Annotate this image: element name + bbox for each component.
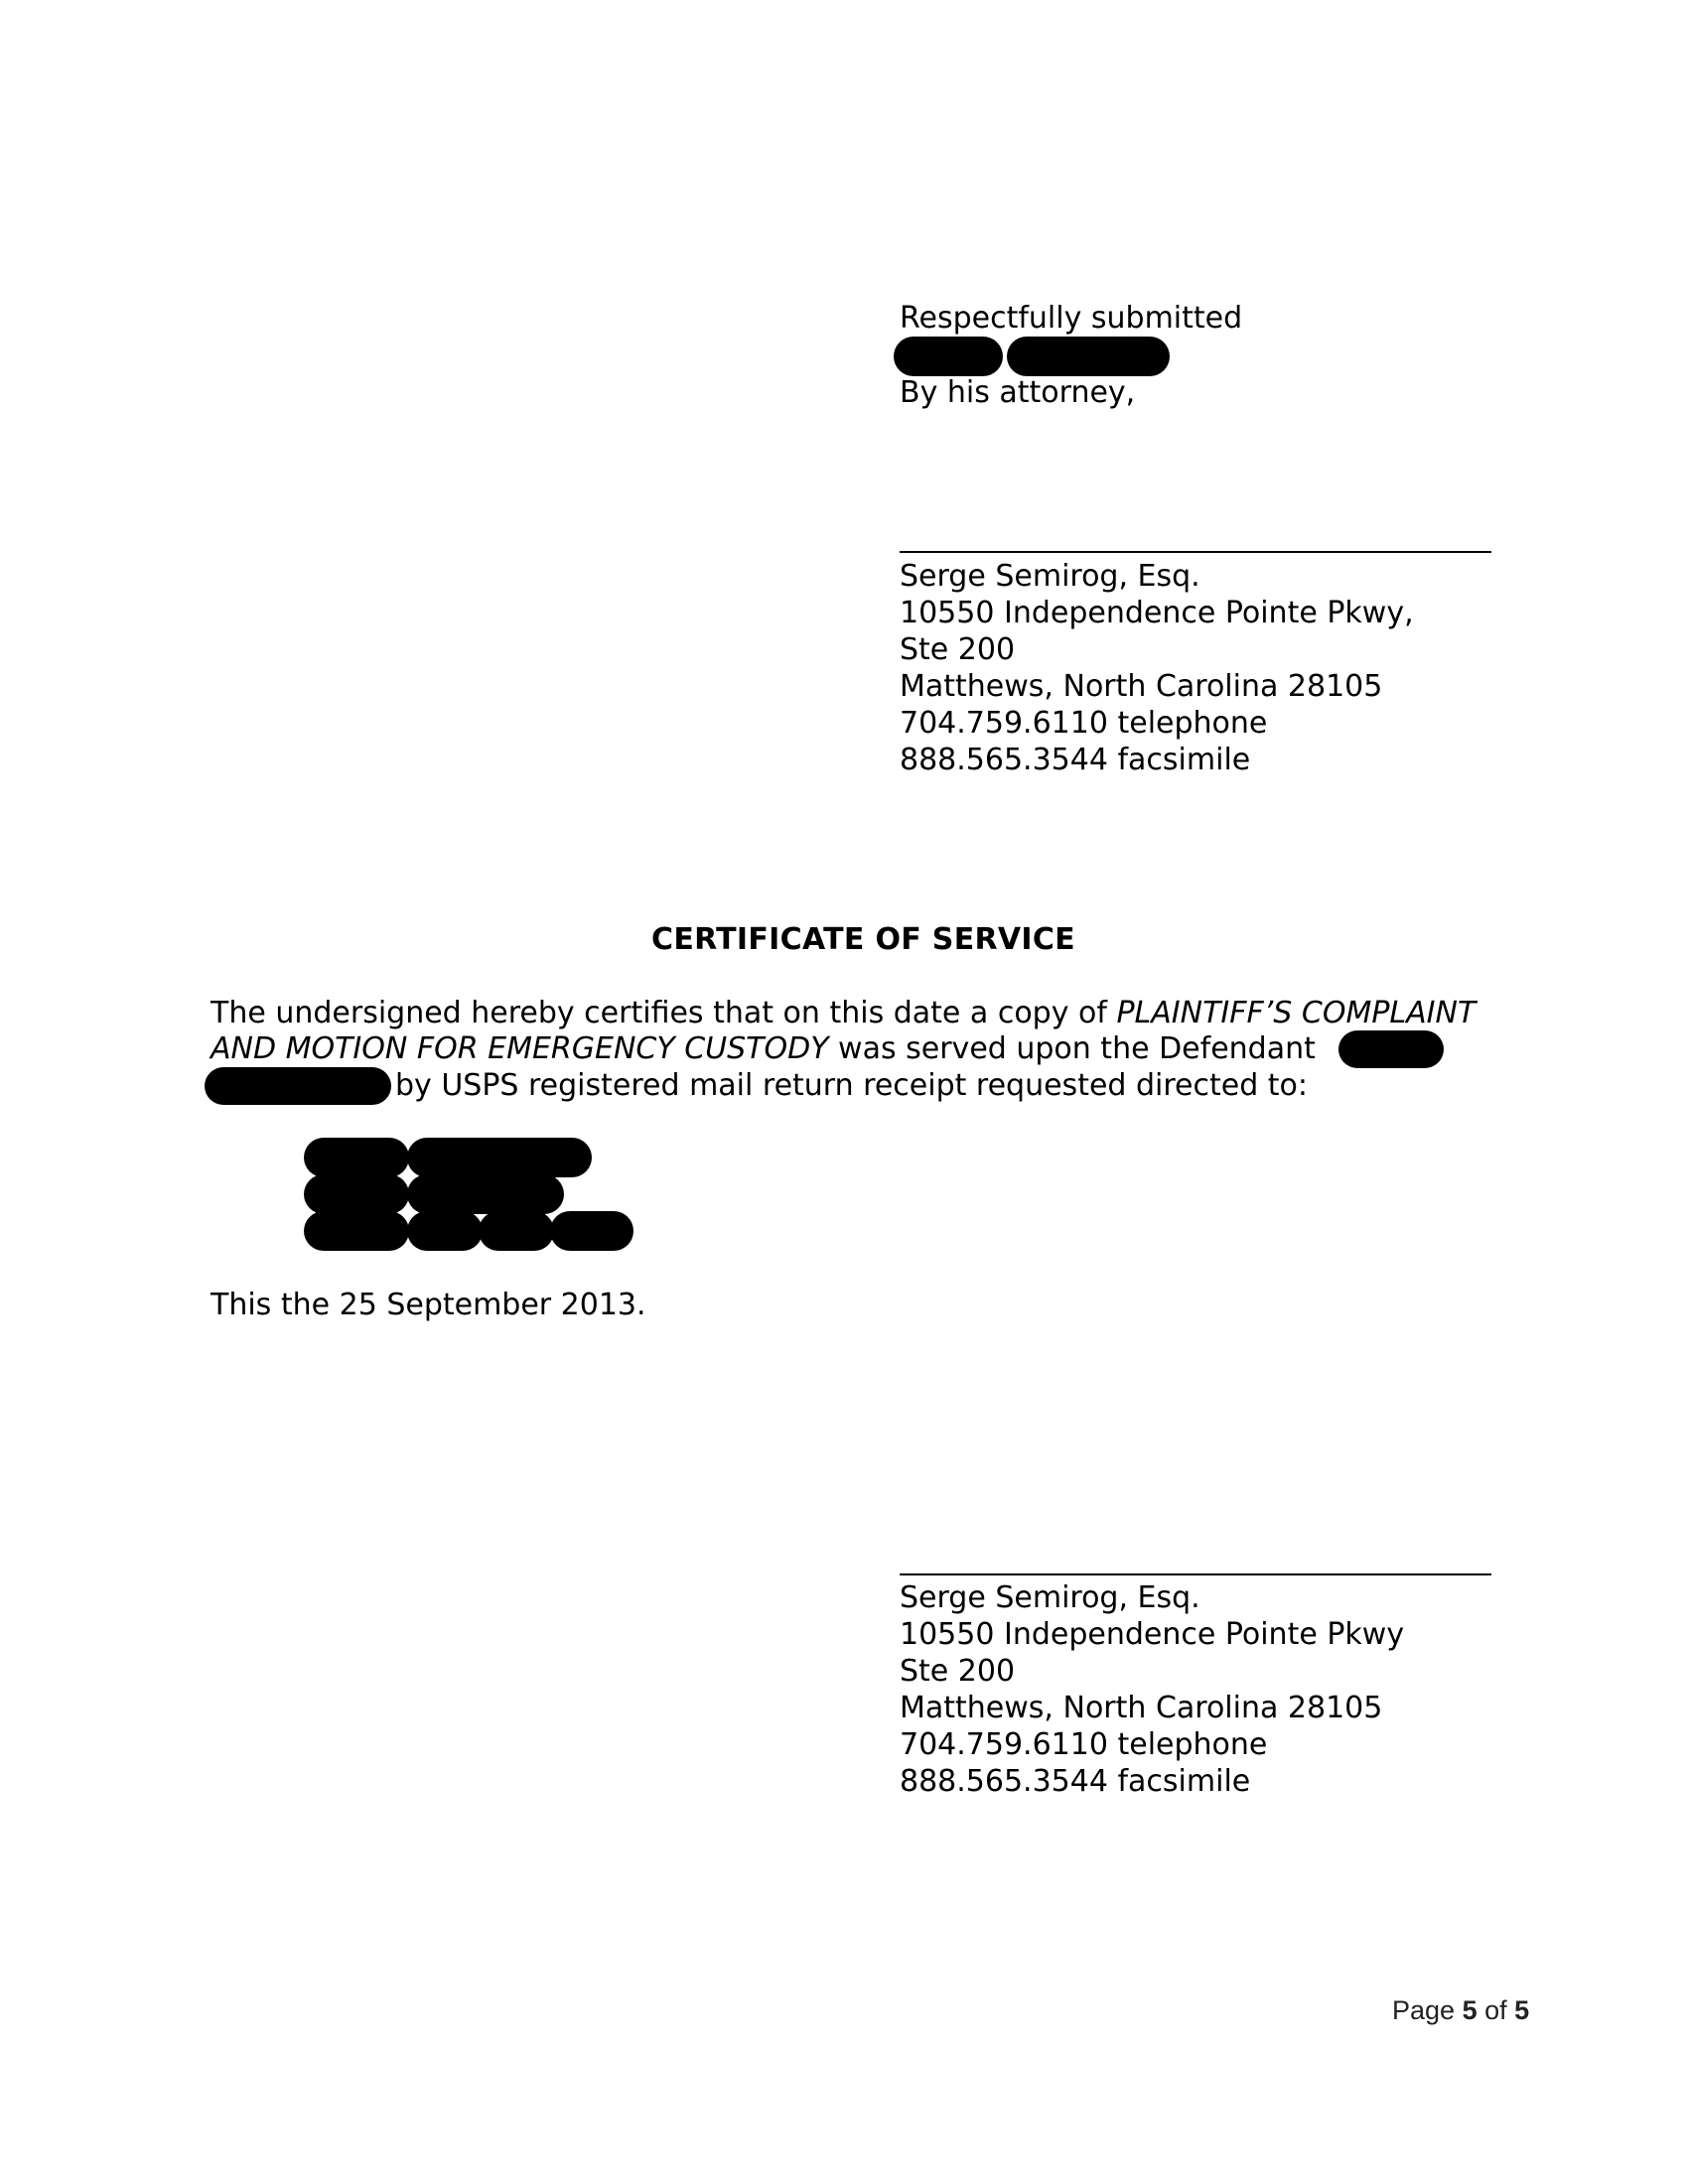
attorney-name: Serge Semirog, Esq.	[900, 1580, 1200, 1615]
redaction-bar	[1338, 1030, 1444, 1068]
redaction-bar	[1007, 337, 1170, 376]
certificate-date: This the 25 September 2013.	[211, 1288, 646, 1322]
closing-text: Respectfully submitted	[900, 301, 1243, 336]
page-current: 5	[1462, 1995, 1477, 2025]
redaction-bar	[304, 1138, 409, 1177]
attorney-phone: 704.759.6110 telephone	[900, 706, 1268, 741]
signature-line	[900, 1573, 1491, 1575]
redaction-bar	[205, 1067, 391, 1105]
certificate-line-1	[211, 995, 1476, 1031]
attorney-fax: 888.565.3544 facsimile	[900, 1764, 1251, 1799]
certificate-text: was served upon the Defendant	[828, 1031, 1316, 1066]
document-title-italic: AND MOTION FOR EMERGENCY CUSTODY	[211, 1031, 829, 1066]
attorney-address-line: Matthews, North Carolina 28105	[900, 1691, 1383, 1725]
redaction-bar	[550, 1211, 633, 1251]
redaction-bar	[407, 1138, 592, 1177]
attorney-address-line: Ste 200	[900, 632, 1016, 667]
page-number	[1392, 1995, 1529, 2026]
signature-line	[900, 551, 1491, 553]
page-total: 5	[1514, 1995, 1530, 2025]
attorney-address-line: 10550 Independence Pointe Pkwy,	[900, 596, 1414, 630]
redaction-bar	[304, 1174, 409, 1214]
attorney-address-line: Matthews, North Carolina 28105	[900, 669, 1383, 704]
redaction-bar	[479, 1211, 554, 1251]
by-attorney-text: By his attorney,	[900, 375, 1136, 410]
attorney-fax: 888.565.3544 facsimile	[900, 743, 1251, 777]
of-label: of	[1484, 1995, 1507, 2025]
page-label: Page	[1392, 1995, 1456, 2025]
certificate-text: The undersigned hereby certifies that on this date a copy of	[211, 996, 1117, 1030]
redaction-bar	[304, 1211, 409, 1251]
attorney-address-line: 10550 Independence Pointe Pkwy	[900, 1617, 1405, 1652]
redaction-bar	[407, 1211, 483, 1251]
redaction-bar	[894, 337, 1003, 376]
attorney-phone: 704.759.6110 telephone	[900, 1727, 1268, 1762]
certificate-heading: CERTIFICATE OF SERVICE	[651, 922, 1075, 957]
attorney-address-line: Ste 200	[900, 1654, 1016, 1689]
certificate-line-3: by USPS registered mail return receipt requested directed to:	[395, 1068, 1309, 1103]
document-title-italic: PLAINTIFF’S COMPLAINT	[1116, 996, 1477, 1030]
attorney-name: Serge Semirog, Esq.	[900, 559, 1200, 594]
redaction-bar	[407, 1174, 564, 1214]
certificate-line-2	[211, 1030, 1316, 1067]
